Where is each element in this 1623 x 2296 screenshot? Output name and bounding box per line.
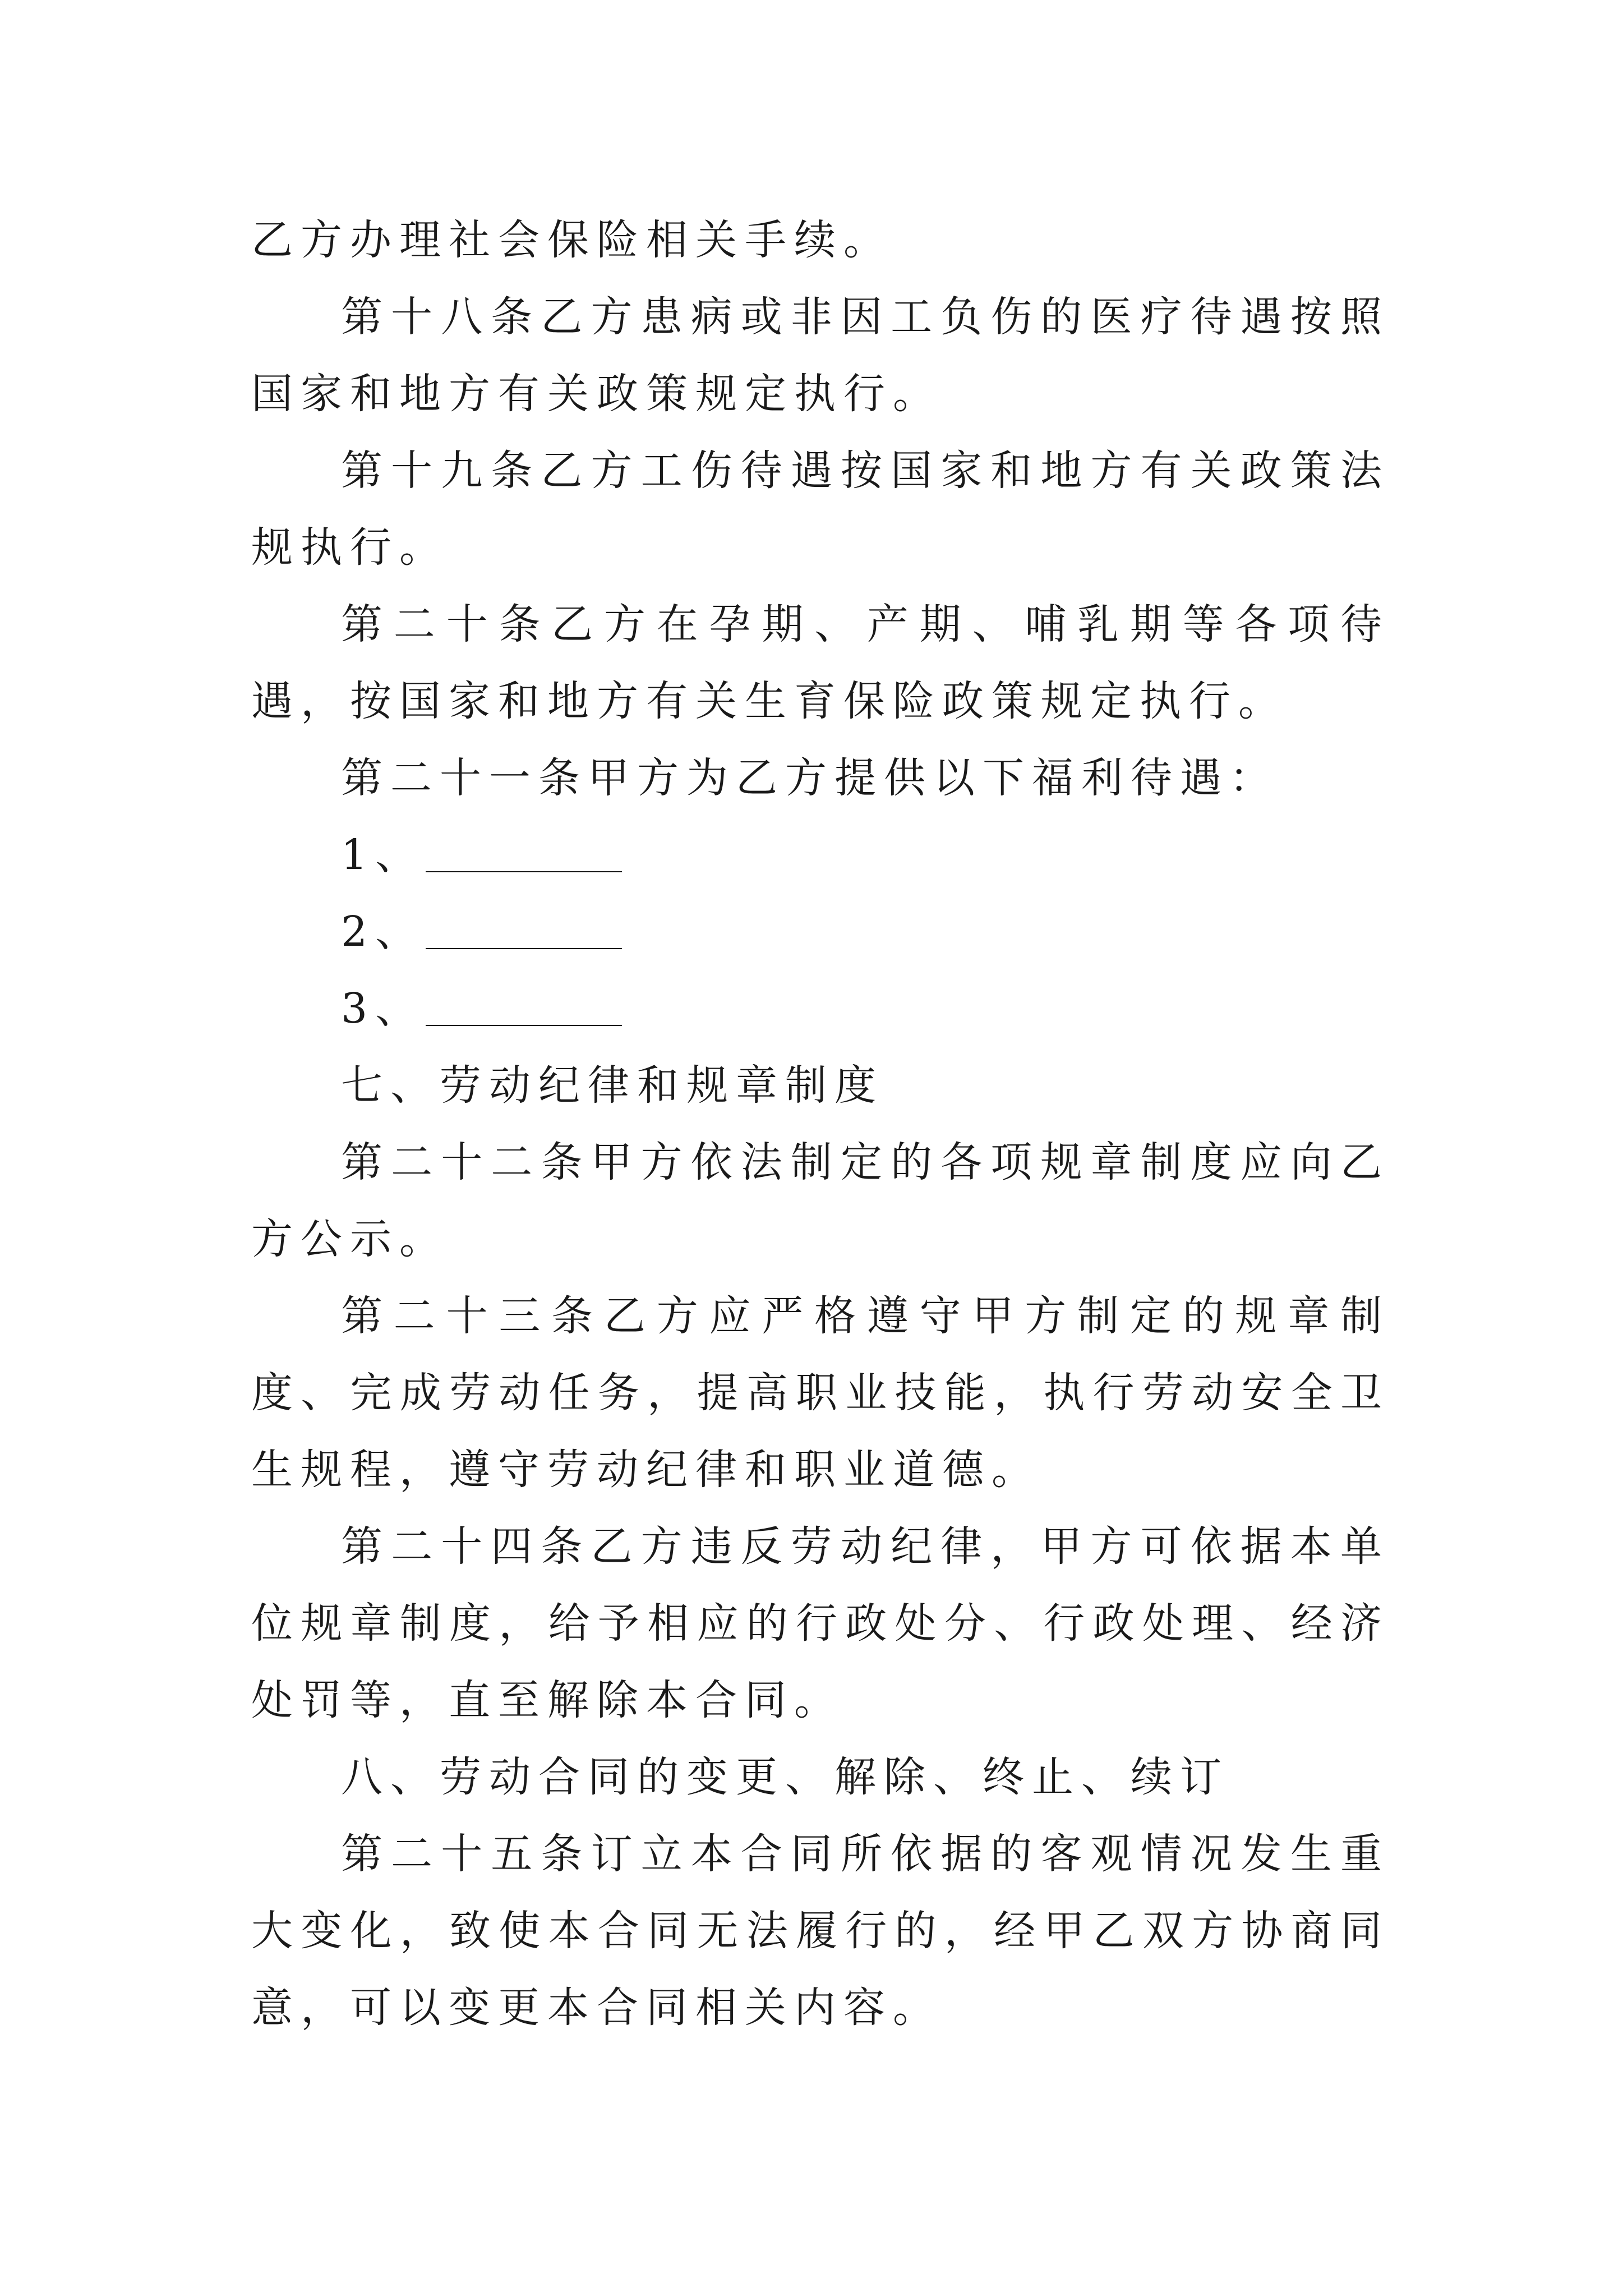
fill-in-blank-line[interactable] (426, 983, 622, 1026)
paragraph-article-22: 第二十二条甲方依法制定的各项规章制度应向乙方公示。 (251, 1138, 1390, 1263)
paragraph-article-23: 第二十三条乙方应严格遵守甲方制定的规章制度、完成劳动任务，提高职业技能，执行劳动安全卫生规程，遵守劳动纪律和职业道德。 (251, 1292, 1390, 1494)
paragraph-article-25: 第二十五条订立本合同所依据的客观情况发生重大变化，致使本合同无法履行的，经甲乙双方协商同意，可以变更本合同相关内容。 (251, 1830, 1390, 2032)
document-body (251, 202, 1390, 2046)
fill-in-blank-line[interactable] (426, 830, 622, 872)
section-heading-contract-changes: 八、劳动合同的变更、解除、终止、续订 (341, 1753, 1229, 1801)
welfare-item-label: 2、 (341, 908, 425, 956)
welfare-item-2 (251, 894, 1390, 970)
paragraph-article-20: 第二十条乙方在孕期、产期、哺乳期等各项待遇，按国家和地方有关生育保险政策规定执行。 (251, 600, 1390, 725)
welfare-item-label: 3、 (341, 984, 425, 1033)
welfare-item-3 (251, 970, 1390, 1047)
paragraph-social-insurance-continued: 乙方办理社会保险相关手续。 (251, 216, 893, 264)
paragraph-article-19: 第十九条乙方工伤待遇按国家和地方有关政策法规执行。 (251, 447, 1390, 572)
paragraph-article-21: 第二十一条甲方为乙方提供以下福利待遇： (341, 754, 1279, 802)
fill-in-blank-line[interactable] (426, 907, 622, 949)
welfare-item-label: 1、 (341, 831, 425, 879)
welfare-item-1 (251, 817, 1390, 894)
paragraph-article-24: 第二十四条乙方违反劳动纪律，甲方可依据本单位规章制度，给予相应的行政处分、行政处理、经济处罚等，直至解除本合同。 (251, 1522, 1390, 1724)
paragraph-article-18: 第十八条乙方患病或非因工负伤的医疗待遇按照国家和地方有关政策规定执行。 (251, 293, 1390, 418)
section-heading-labor-discipline: 七、劳动纪律和规章制度 (341, 1061, 884, 1110)
